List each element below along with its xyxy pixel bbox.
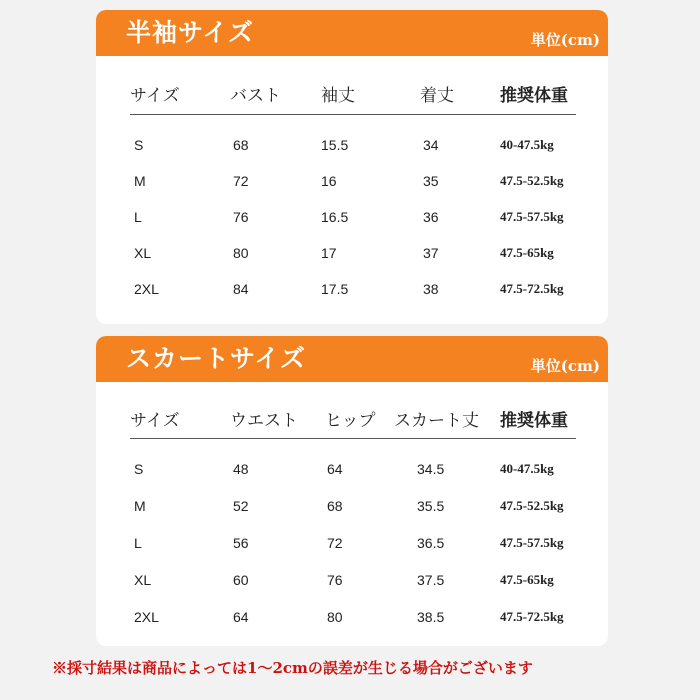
header-bust: バスト <box>230 86 281 106</box>
table-cell: L <box>134 209 142 225</box>
table-cell: 68 <box>327 498 343 514</box>
table-cell: 38.5 <box>417 609 445 625</box>
table-cell: 52 <box>233 498 249 514</box>
table-cell: 37 <box>423 245 439 261</box>
table-cell: 17.5 <box>321 281 349 297</box>
table-cell: 47.5-52.5kg <box>500 498 564 513</box>
table-cell: 40-47.5kg <box>500 461 554 476</box>
table-cell: S <box>134 461 144 477</box>
skirt-title: スカートサイズ <box>126 344 307 373</box>
header-body-length: 着丈 <box>420 86 454 106</box>
table-cell: XL <box>134 572 152 588</box>
table-cell: 38 <box>423 281 439 297</box>
short-sleeve-size-table <box>96 10 608 324</box>
table-cell: 48 <box>233 461 249 477</box>
table-cell: 47.5-65kg <box>500 572 554 587</box>
table-cell: 34.5 <box>417 461 445 477</box>
skirt-size-card <box>96 336 608 646</box>
header-hip: ヒップ <box>325 411 376 431</box>
table-cell: 72 <box>233 173 249 189</box>
table-cell: 47.5-65kg <box>500 245 554 260</box>
table-cell: S <box>134 137 144 153</box>
table-cell: 34 <box>423 137 439 153</box>
table-cell: 15.5 <box>321 137 349 153</box>
table-cell: 37.5 <box>417 572 445 588</box>
table-cell: 36.5 <box>417 535 445 551</box>
table-cell: 16 <box>321 173 337 189</box>
table-cell: M <box>134 173 146 189</box>
table-cell: 35 <box>423 173 439 189</box>
table-cell: 56 <box>233 535 249 551</box>
table-cell: 47.5-72.5kg <box>500 609 564 624</box>
header-sleeve-length: 袖丈 <box>321 86 355 106</box>
table-cell: 76 <box>233 209 249 225</box>
header-divider <box>130 114 576 115</box>
header-recommended-weight: 推奨体重 <box>500 411 568 431</box>
header-divider <box>130 438 576 439</box>
table-cell: 17 <box>321 245 337 261</box>
table-cell: 47.5-57.5kg <box>500 535 564 550</box>
table-cell: XL <box>134 245 152 261</box>
table-cell: 68 <box>233 137 249 153</box>
table-cell: 16.5 <box>321 209 349 225</box>
measurement-disclaimer: ※採寸結果は商品によっては1～2cmの誤差が生じる場合がございます <box>52 659 533 677</box>
table-cell: 84 <box>233 281 249 297</box>
header-recommended-weight: 推奨体重 <box>500 86 568 106</box>
table-cell: 64 <box>327 461 343 477</box>
header-size: サイズ <box>130 411 180 431</box>
header-skirt-length: スカート丈 <box>394 411 479 431</box>
table-cell: 80 <box>327 609 343 625</box>
table-cell: 40-47.5kg <box>500 137 554 152</box>
table-cell: L <box>134 535 142 551</box>
table-cell: 64 <box>233 609 249 625</box>
table-cell: 36 <box>423 209 439 225</box>
table-cell: 80 <box>233 245 249 261</box>
table-cell: M <box>134 498 146 514</box>
short-sleeve-title: 半袖サイズ <box>126 18 255 47</box>
table-cell: 76 <box>327 572 343 588</box>
table-cell: 47.5-72.5kg <box>500 281 564 296</box>
table-cell: 60 <box>233 572 249 588</box>
table-cell: 47.5-57.5kg <box>500 209 564 224</box>
table-cell: 35.5 <box>417 498 445 514</box>
table-cell: 2XL <box>134 281 159 297</box>
header-size: サイズ <box>130 86 180 106</box>
table-cell: 47.5-52.5kg <box>500 173 564 188</box>
short-sleeve-unit-label: 単位(cm) <box>530 31 600 49</box>
short-sleeve-size-card <box>96 10 608 324</box>
skirt-unit-label: 単位(cm) <box>530 357 600 375</box>
table-cell: 2XL <box>134 609 159 625</box>
skirt-size-table <box>96 336 608 646</box>
table-cell: 72 <box>327 535 343 551</box>
header-waist: ウエスト <box>230 411 298 431</box>
